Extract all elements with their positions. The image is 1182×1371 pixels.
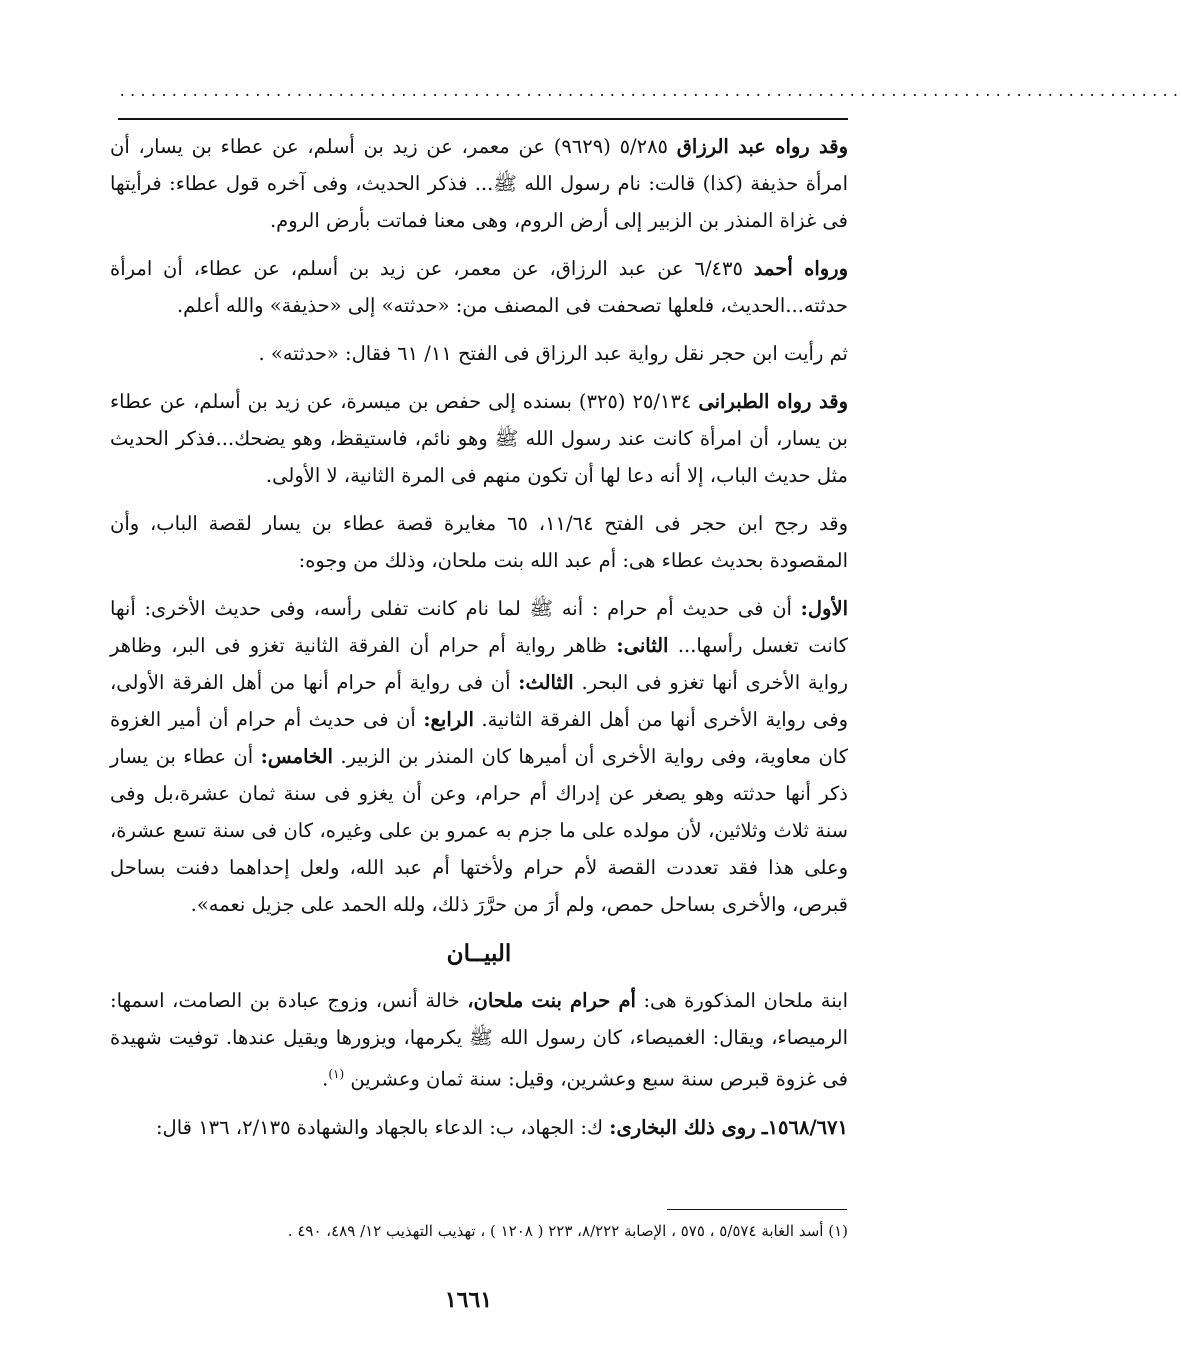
- hadith-number: ١٥٦٨/٦٧١ـ: [761, 1115, 848, 1139]
- reason-label-third: الثالث:: [518, 671, 574, 694]
- footnote-rule: [667, 1209, 847, 1210]
- reason-label-second: الثانى:: [616, 634, 669, 657]
- paragraph-tabarani: [110, 383, 848, 494]
- paragraph-abdulrazzaq: [110, 128, 848, 239]
- main-text: [110, 128, 848, 1157]
- paragraph-text: وقد رجح ابن حجر فى الفتح ١١/٦٤، ٦٥ مغايرة قصة عطاء بن يسار لقصة الباب، وأن المقصودة بحديث عطاء هى: أم عبد الله بنت ملحان، وذلك من وجوه:: [110, 512, 848, 572]
- reason-text-second: ظاهر رواية أم حرام أن الفرقة الثانية تغزو فى البر، وظاهر رواية الأخرى أنها تغزو فى البحر.: [110, 634, 848, 694]
- bayan-end: .: [322, 1067, 329, 1091]
- footnote: (١) أسد الغابة ٥/٥٧٤ ، ٥٧٥ ، الإصابة ٨/٢٢٢، ٢٢٣ ( ١٢٠٨ ) ، تهذيب التهذيب ١٢/ ٤٨٩، ٤٩٠ .: [287, 1222, 848, 1240]
- paragraph-ahmad: [110, 250, 848, 324]
- paragraph-text: ثم رأيت ابن حجر نقل رواية عبد الرزاق فى الفتح ١١/ ٦١ فقال: «حدثته» .: [258, 342, 848, 365]
- reason-label-fourth: الرابع:: [423, 708, 474, 731]
- hadith-text: ك: الجهاد، ب: الدعاء بالجهاد والشهادة ٢/١٣٥، ١٣٦ قال:: [155, 1115, 610, 1139]
- dotted-separator: ......................................................................................................: [118, 84, 1182, 100]
- paragraph-text: ٥/٢٨٥ (٩٦٢٩) عن معمر، عن زيد بن أسلم، عن عطاء بن يسار، أن امرأة حذيفة (كذا) قالت: نام رسول الله ﷺ... فذكر الحديث، وفى آخره قول عطاء: فرأيتها فى غزاة المنذر بن الزبير إلى أرض الروم، وهى معنا فماتت بأرض الروم.: [110, 135, 848, 232]
- paragraph-text: ٢٥/١٣٤ (٣٢٥) بسنده إلى حفص بن ميسرة، عن زيد بن أسلم، عن عطاء بن يسار، أن امرأة كانت عند رسول الله ﷺ وهو نائم، فاستيقظ، وهو يضحك...فذكر الحديث مثل حديث الباب، إلا أنه دعا لها أن تكون منهم فى المرة الثانية، لا الأولى.: [110, 390, 848, 487]
- reason-text-first: أن فى حديث أم حرام : أنه ﷺ لما نام كانت تفلى رأسه، وفى حديث الأخرى: أنها كانت تغسل رأسها...: [110, 597, 848, 657]
- section-heading: البيــان: [446, 940, 512, 967]
- paragraph-hadith: [110, 1109, 848, 1146]
- paragraph-lead: ورواه أحمد: [753, 257, 849, 280]
- hadith-lead: روى ذلك البخارى:: [609, 1115, 756, 1139]
- paragraph-ibn-hajar-preference: [110, 505, 848, 579]
- paragraph-bayan: [110, 982, 848, 1098]
- paragraph-ibn-hajar-note: [110, 335, 848, 372]
- top-rule: [118, 118, 848, 120]
- paragraph-lead: وقد رواه الطبرانى: [698, 390, 848, 413]
- bayan-intro: ابنة ملحان المذكورة هى:: [635, 989, 848, 1012]
- footnote-reference[interactable]: (١): [328, 1067, 345, 1081]
- paragraph-reasons: [110, 590, 848, 923]
- bayan-name: أم حرام بنت ملحان،: [467, 989, 636, 1012]
- reason-text-fourth: أن فى حديث أم حرام أن أمير الغزوة كان معاوية، وفى رواية الأخرى أن أميرها كان المنذر بن الزبير.: [110, 708, 848, 768]
- reason-text-fifth: أن عطاء بن يسار ذكر أنها حدثته وهو يصغر عن إدراك أم حرام، وعن أن يغزو فى سنة ثمان عشرة،بل وفى سنة ثلاث وثلاثين، لأن مولده على ما جزم به عمرو بن على وغيره، كان فى سنة تسع عشرة، وعلى هذا فقد تعددت القصة لأم حرام ولأختها أم عبد الله، ولعل إحداهما دفنت بساحل قبرص، والأخرى بساحل حمص، ولم أرَ من حرَّرَ ذلك، ولله الحمد على جزيل نعمه».: [110, 745, 848, 916]
- bayan-text: خالة أنس، وزوج عبادة بن الصامت، اسمها: الرميصاء، ويقال: الغميصاء، كان رسول الله ﷺ يكرمها، ويزورها ويقيل عندها. توفيت شهيدة فى غزوة قبرص سنة سبع وعشرين، وقيل: سنة ثمان وعشرين: [110, 989, 848, 1091]
- reason-label-fifth: الخامس:: [260, 745, 333, 768]
- page-number: ١٦٦١: [444, 1287, 493, 1313]
- paragraph-text: ٦/٤٣٥ عن عبد الرزاق، عن معمر، عن زيد بن أسلم، عن عطاء، أن امرأة حدثته...الحديث، فلعلها تصحفت فى المصنف من: «حدثته» إلى «حذيفة» والله أعلم.: [110, 257, 848, 317]
- paragraph-lead: وقد رواه عبد الرزاق: [676, 135, 849, 158]
- reason-label-first: الأول:: [800, 597, 848, 620]
- reason-text-third: أن فى رواية أم حرام أنها من أهل الفرقة الأولى، وفى رواية الأخرى أنها من أهل الفرقة الثانية.: [110, 671, 848, 731]
